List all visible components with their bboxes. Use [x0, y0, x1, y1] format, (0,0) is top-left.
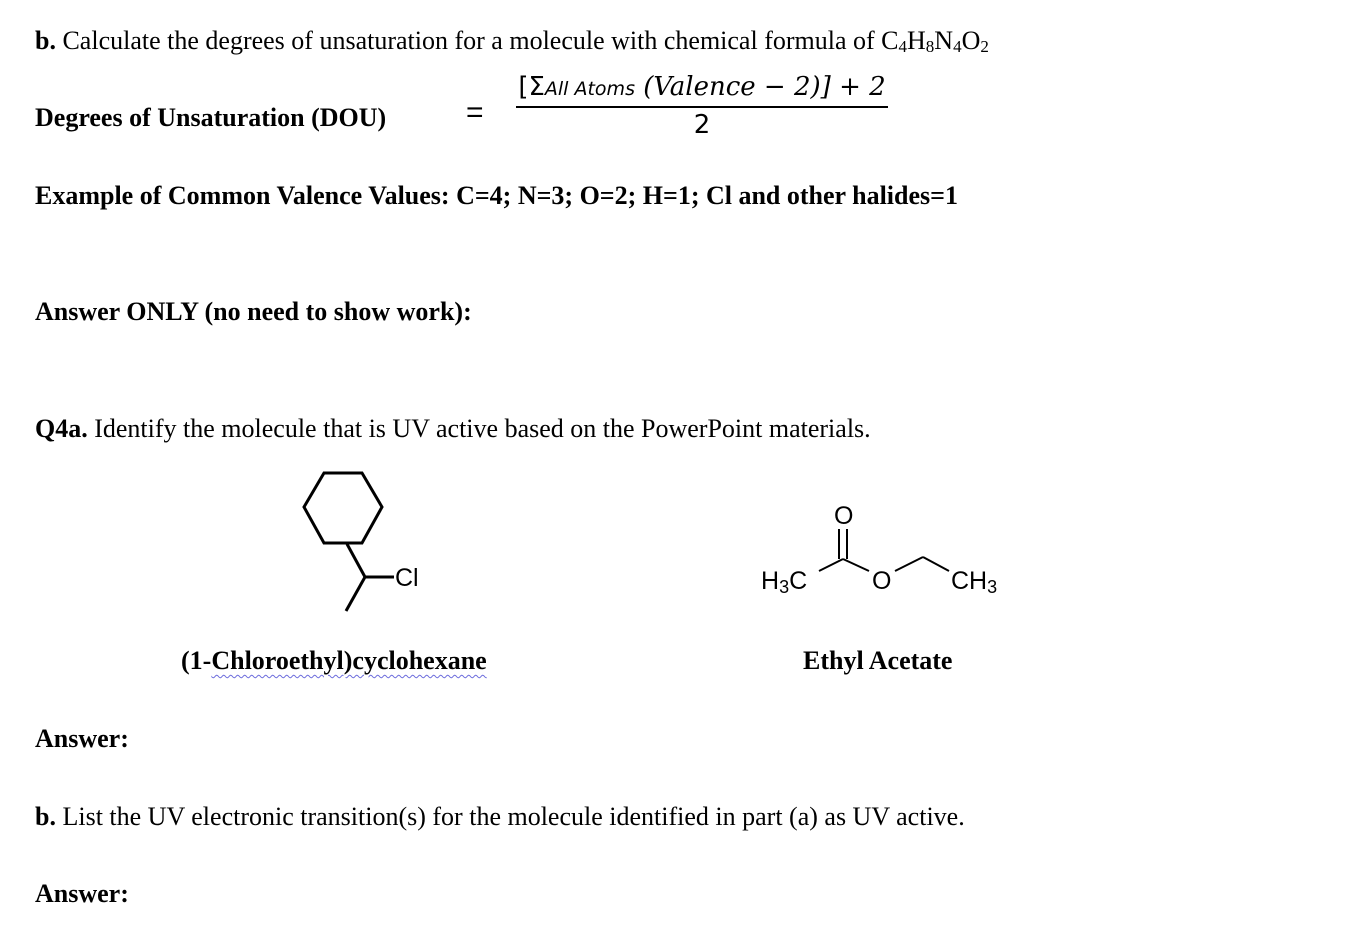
question-3b-label: b.	[35, 26, 56, 55]
question-4a-text: Identify the molecule that is UV active based on the PowerPoint materials.	[87, 414, 871, 443]
ch2-ch3-bond	[923, 557, 949, 571]
chloroethylcyclohexane-structure	[270, 465, 450, 625]
formula-element: C	[881, 26, 899, 55]
equals-sign: =	[466, 96, 484, 129]
methyl-carbon-bond	[819, 559, 843, 571]
ester-oxygen-label: O	[872, 567, 892, 595]
formula-subscript: 4	[898, 37, 907, 56]
ch3-label: CH3	[951, 567, 998, 597]
molecule-name-underlined: Chloroethyl)cyclohexane	[211, 646, 487, 675]
formula-subscript: 2	[980, 37, 989, 56]
question-4a-label: Q4a.	[35, 414, 88, 443]
oxygen-ch2-bond	[895, 557, 923, 571]
numerator-open: [Σ	[518, 72, 545, 102]
molecular-formula	[881, 26, 989, 55]
answer-only-heading: Answer ONLY (no need to show work):	[35, 297, 472, 326]
molecule-name-ethyl-acetate: Ethyl Acetate	[803, 646, 953, 675]
molecule-name-text	[181, 646, 487, 675]
question-3b	[35, 26, 989, 56]
numerator-subscript: All Atoms	[544, 78, 635, 100]
carbonyl-oxygen-label: O	[834, 502, 854, 530]
molecule-name-prefix: (1-	[181, 646, 212, 675]
valence-example: Example of Common Valence Values: C=4; N=3; O=2; H=1; Cl and other halides=1	[35, 181, 958, 210]
formula-element: O	[961, 26, 981, 55]
methyl-bond	[346, 577, 365, 611]
question-3b-text: Calculate the degrees of unsaturation for a molecule with chemical formula of	[55, 26, 882, 55]
formula-subscript: 8	[925, 37, 935, 56]
answer-label-4b: Answer:	[35, 879, 129, 908]
chlorine-label: Cl	[395, 564, 419, 592]
numerator-rest: (Valence − 2)] + 2	[634, 72, 886, 102]
formula-element: N	[934, 26, 954, 55]
question-4b	[35, 802, 965, 832]
cyclohexane-ring	[304, 473, 382, 543]
answer-label-4a: Answer:	[35, 724, 129, 753]
formula-element: H	[907, 26, 926, 55]
h3c-label: H3C	[761, 567, 808, 597]
formula-subscript: 4	[953, 37, 962, 56]
question-4b-text: List the UV electronic transition(s) for the molecule identified in part (a) as UV active.	[55, 802, 965, 831]
ring-to-ch-bond	[347, 544, 365, 577]
dou-fraction	[497, 72, 907, 140]
dou-numerator	[516, 72, 887, 108]
carbon-ester-oxygen-bond	[843, 559, 869, 571]
dou-denominator: 2	[693, 110, 711, 140]
question-4b-label: b.	[35, 802, 56, 831]
ethyl-acetate-structure	[755, 495, 1025, 605]
molecule-name-chloroethylcyclohexane	[181, 646, 487, 676]
question-4a	[35, 414, 871, 444]
dou-label: Degrees of Unsaturation (DOU)	[35, 103, 387, 132]
